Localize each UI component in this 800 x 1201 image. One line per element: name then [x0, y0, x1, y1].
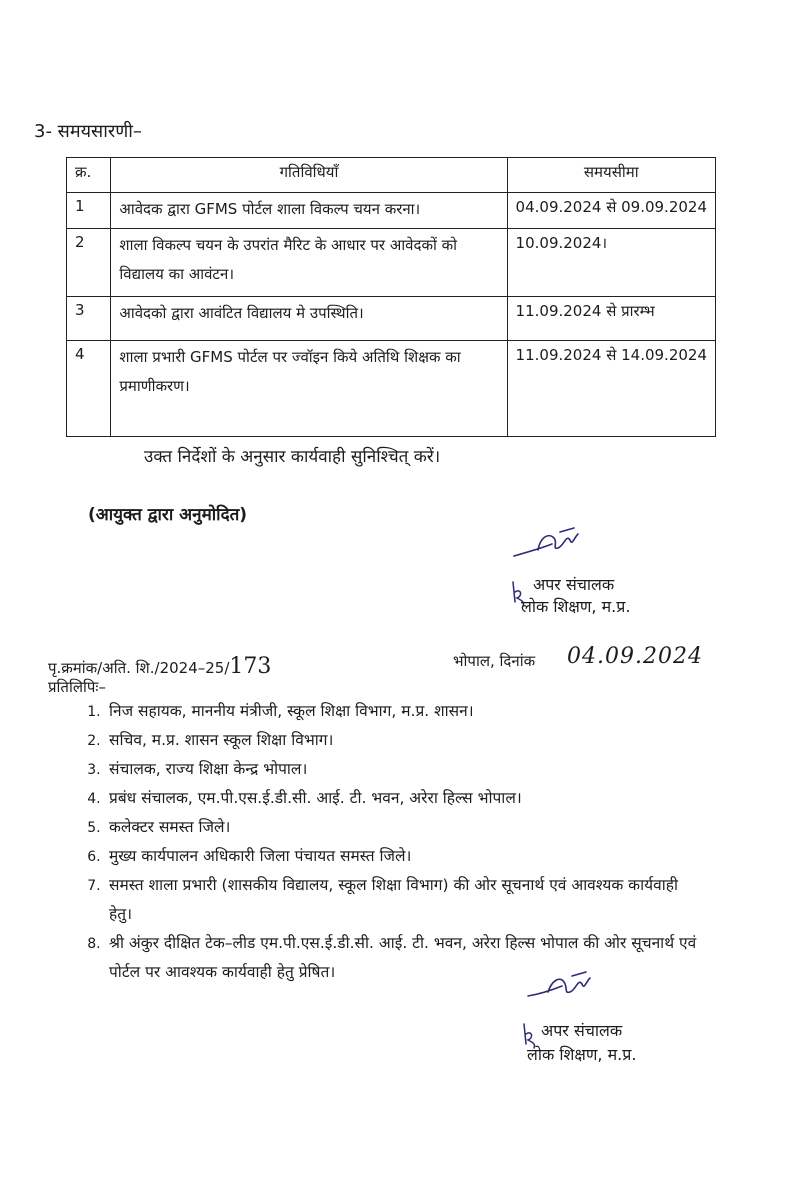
row-deadline: 04.09.2024 से 09.09.2024: [507, 193, 715, 229]
signatory-office: लोक शिक्षण, म.प्र.: [521, 597, 631, 616]
row-activity: शाला प्रभारी GFMS पोर्टल पर ज्वॉइन किये अतिथि शिक्षक का प्रमाणीकरण।: [111, 341, 507, 437]
list-item: 8. श्री अंकुर दीक्षित टेक–लीड एम.पी.एस.ई.डी.सी. आई. टी. भवन, अरेरा हिल्स भोपाल की ओर सूचनार्थ एवं पोर्टल पर आवश्यक कार्यवाही हेतु प्रेषित।: [105, 929, 705, 987]
handwritten-date: 04.09.2024: [567, 644, 703, 669]
row-activity: आवेदको द्वारा आवंटित विद्यालय मे उपस्थिति।: [111, 297, 507, 341]
table-row: [67, 193, 716, 229]
table-row: [67, 341, 716, 437]
approval-note: (आयुक्त द्वारा अनुमोदित): [88, 505, 248, 525]
list-item: 2. सचिव, म.प्र. शासन स्कूल शिक्षा विभाग।: [105, 726, 705, 755]
signature-scribble: [508, 520, 588, 572]
header-activities: गतिविधियाँ: [111, 158, 507, 193]
list-item: 4. प्रबंध संचालक, एम.पी.एस.ई.डी.सी. आई. टी. भवन, अरेरा हिल्स भोपाल।: [105, 784, 705, 813]
row-deadline: 10.09.2024।: [507, 229, 715, 297]
row-activity: आवेदक द्वारा GFMS पोर्टल शाला विकल्प चयन करना।: [111, 193, 507, 229]
row-serial: 2: [67, 229, 111, 297]
timeline-table: [66, 157, 716, 437]
row-serial: 1: [67, 193, 111, 229]
list-item: 5. कलेक्टर समस्त जिले।: [105, 813, 705, 842]
instruction-text: उक्त निर्देशों के अनुसार कार्यवाही सुनिश्चित् करें।: [144, 447, 441, 467]
row-serial: 3: [67, 297, 111, 341]
section-title: 3- समयसारणी–: [34, 121, 142, 142]
signatory-title: अपर संचालक: [533, 575, 615, 594]
header-serial: क्र.: [67, 158, 111, 193]
copy-list: [79, 697, 705, 987]
row-activity: शाला विकल्प चयन के उपरांत मैरिट के आधार पर आवेदकों को विद्यालय का आवंटन।: [111, 229, 507, 297]
list-item: 6. मुख्य कार्यपालन अधिकारी जिला पंचायत समस्त जिले।: [105, 842, 705, 871]
row-deadline: 11.09.2024 से प्रारम्भ: [507, 297, 715, 341]
place-date-label: भोपाल, दिनांक: [453, 652, 536, 670]
reference-handwritten-number: 173: [229, 654, 272, 679]
list-item: 7. समस्त शाला प्रभारी (शासकीय विद्यालय, स्कूल शिक्षा विभाग) की ओर सूचनार्थ एवं आवश्यक कार्यवाही हेतु।: [105, 871, 705, 929]
reference-number: [48, 654, 271, 679]
table-row: [67, 229, 716, 297]
list-item: 3. संचालक, राज्य शिक्षा केन्द्र भोपाल।: [105, 755, 705, 784]
row-serial: 4: [67, 341, 111, 437]
list-item: 1. निज सहायक, माननीय मंत्रीजी, स्कूल शिक्षा विभाग, म.प्र. शासन।: [105, 697, 705, 726]
header-deadline: समयसीमा: [507, 158, 715, 193]
copy-heading: प्रतिलिपिः–: [48, 678, 106, 696]
row-deadline: 11.09.2024 से 14.09.2024: [507, 341, 715, 437]
table-row: [67, 297, 716, 341]
signature-scribble: [524, 968, 604, 1012]
signatory-title: अपर संचालक: [541, 1021, 623, 1040]
reference-prefix: पृ.क्रमांक/अति. शि./2024–25/: [48, 659, 230, 677]
table-header-row: [67, 158, 716, 193]
signatory-office: लोक शिक्षण, म.प्र.: [527, 1045, 637, 1064]
